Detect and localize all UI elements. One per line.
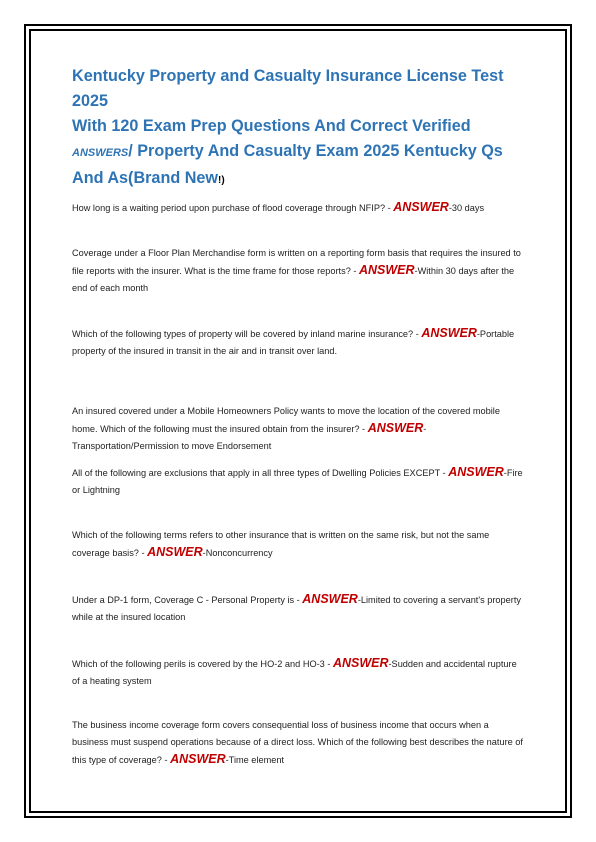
question-text: Which of the following terms refers to other insurance that is written on the same risk, but not the same coverage basis? - [72,530,490,558]
title-line-4: And As(Brand New [72,169,218,187]
title-answers-small: ANSWERS [72,147,129,159]
question-text: An insured covered under a Mobile Homeowners Policy wants to move the location of the covered mobile home. Which of the following must the insured obtain from the insurer? - [72,406,500,434]
question-text: Which of the following types of property will be covered by inland marine insurance? - [72,329,422,339]
answer-tag: ANSWER [421,326,477,340]
answer-tag: ANSWER [332,656,389,670]
qa-item [72,464,524,499]
answer-tag: ANSWER [448,465,504,479]
document-title [72,64,524,193]
qa-item [72,655,524,690]
title-line-3: / Property And Casualty Exam 2025 Kentucky Qs [128,142,503,160]
answer-text: -Time element [225,755,284,765]
answer-text: -Limited to covering a servant's property while at the insured location [72,595,521,622]
question-text: The business income coverage form covers consequential loss of business income that occurs when a business must suspend operations because of a direct loss. Which of the following best describes the nature of this type of coverage? - [72,720,523,765]
title-line-1: Kentucky Property and Casualty Insurance License Test 2025 [72,67,504,110]
answer-text: -Fire or Lightning [72,468,523,495]
question-text: All of the following are exclusions that apply in all three types of Dwelling Policies EXCEPT - [72,468,449,478]
qa-item [72,591,524,626]
answer-text: -Nonconcurrency [202,548,273,558]
qa-item [72,403,524,455]
title-line-2: With 120 Exam Prep Questions And Correct Verified [72,117,471,135]
qa-item [72,325,524,360]
qa-item [72,717,524,769]
answer-text: -30 days [448,203,485,213]
answer-tag: ANSWER [358,263,415,277]
qa-item [72,527,524,562]
question-text: How long is a waiting period upon purchase of flood coverage through NFIP? - [72,203,394,213]
qa-item [72,245,524,297]
title-line-4-tail: !) [218,175,225,186]
question-text: Which of the following perils is covered by the HO-2 and HO-3 - [72,659,333,669]
question-text: Under a DP-1 form, Coverage C - Personal Property is - [72,595,303,605]
answer-text: -Portable property of the insured in transit in the air and in transit over land. [72,329,515,356]
answer-tag: ANSWER [367,421,424,435]
answer-text: -Within 30 days after the end of each month [72,266,515,293]
answer-text: -Sudden and accidental rupture of a heating system [72,659,517,686]
qa-item [72,199,524,217]
answer-tag: ANSWER [170,752,226,766]
answer-tag: ANSWER [302,592,358,606]
question-text: Coverage under a Floor Plan Merchandise form is written on a reporting form basis that requires the insured to file reports with the insurer. What is the time frame for those reports? - [72,248,521,276]
answer-tag: ANSWER [393,200,449,214]
answer-tag: ANSWER [147,545,203,559]
document-body [72,64,524,766]
answer-text: -Transportation/Permission to move Endorsement [72,424,427,451]
